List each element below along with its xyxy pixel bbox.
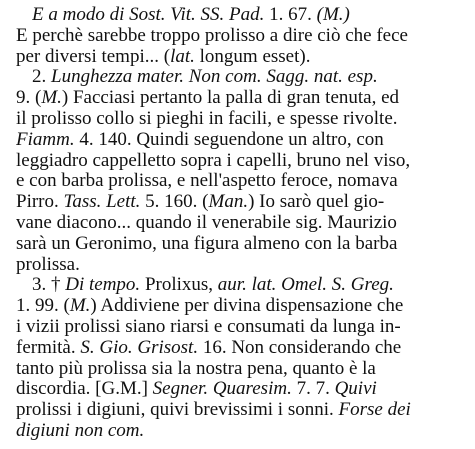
text-line: [16, 25, 464, 46]
italic-text-run: E a modo di Sost. Vit. SS. Pad.: [32, 4, 270, 25]
text-line: [16, 87, 464, 108]
text-run: discordia. [G.M.]: [16, 378, 153, 400]
italic-text-run: M.: [69, 295, 91, 317]
text-run: 2.: [32, 66, 51, 88]
italic-text-run: Fiamm.: [16, 128, 80, 150]
text-run: ) Io sarò quel gio-: [248, 191, 385, 213]
text-run: 16. Non considerando che: [198, 336, 402, 358]
text-run: Pirro.: [16, 191, 64, 213]
text-line: [16, 46, 464, 67]
text-line: [16, 358, 464, 379]
text-run: 3. †: [32, 274, 66, 296]
text-run: prolissi i digiuni, quivi brevissimi i sonni.: [16, 399, 339, 421]
text-line: [16, 254, 464, 275]
text-line: [16, 129, 464, 150]
italic-text-run: Forse dei: [338, 399, 411, 421]
text-run: vane diacono... quando il venerabile sig. Maurizio: [16, 212, 397, 233]
text-line: [16, 399, 464, 420]
text-run: Prolixus,: [140, 274, 218, 296]
text-line: [16, 108, 464, 129]
text-run: prolissa.: [16, 253, 80, 275]
text-line: [16, 212, 464, 233]
italic-text-run: aur. lat. Omel. S. Greg.: [217, 274, 394, 296]
text-line: [16, 316, 464, 337]
text-run: 4. 140. Quindi seguendone un altro, con: [79, 128, 384, 150]
text-line: [16, 295, 464, 316]
text-run: 5. 160. (: [140, 191, 209, 213]
text-line: [32, 66, 464, 87]
italic-text-run: Man.: [208, 191, 249, 213]
text-run: tanto più prolissa sia la nostra pena, quanto è la: [16, 357, 376, 379]
text-run: 1. 67.: [269, 4, 317, 25]
italic-text-run: Lunghezza mater. Non com. Sagg. nat. esp.: [51, 66, 378, 88]
italic-text-run: M.: [41, 87, 62, 109]
text-run: E perchè sarebbe troppo prolisso a dire ciò che fece: [16, 24, 408, 46]
text-run: e con barba prolissa, e nell'aspetto feroce, nomava: [16, 170, 398, 192]
text-run: fermità.: [16, 336, 81, 358]
italic-text-run: (M.): [316, 4, 350, 25]
text-line: [16, 191, 464, 212]
text-line: [16, 337, 464, 358]
italic-text-run: Segner. Quaresim.: [152, 378, 292, 400]
text-run: i vizii prolissi siano riarsi e consumati da lunga in-: [16, 316, 401, 337]
text-run: ) Facciasi pertanto la palla di gran tenuta, ed: [61, 87, 400, 109]
text-run: 9. (: [16, 87, 42, 109]
text-run: 7. 7.: [291, 378, 335, 400]
italic-text-run: lat.: [170, 45, 195, 67]
italic-text-run: digiuni non com.: [16, 420, 145, 441]
text-run: sarà un Geronimo, una figura almeno con la barba: [16, 232, 398, 254]
text-run: ) Addiviene per divina dispensazione che: [90, 295, 404, 317]
text-line: [16, 420, 464, 441]
italic-text-run: Di tempo.: [65, 274, 141, 296]
text-line: [32, 4, 464, 25]
text-run: leggiadro cappelletto sopra i capelli, bruno nel viso,: [16, 149, 411, 171]
italic-text-run: Tass. Lett.: [63, 191, 141, 213]
text-line: [16, 233, 464, 254]
text-run: per diversi tempi... (: [16, 45, 171, 67]
text-run: 1. 99. (: [16, 295, 70, 317]
text-run: il prolisso collo si pieghi in facili, e spesse rivolte.: [16, 108, 398, 129]
italic-text-run: S. Gio. Grisost.: [80, 336, 199, 358]
text-line: [16, 150, 464, 171]
text-line: [32, 274, 464, 295]
italic-text-run: Quivi: [334, 378, 377, 400]
text-line: [16, 170, 464, 191]
text-line: [16, 378, 464, 399]
text-run: longum esset).: [194, 45, 311, 67]
